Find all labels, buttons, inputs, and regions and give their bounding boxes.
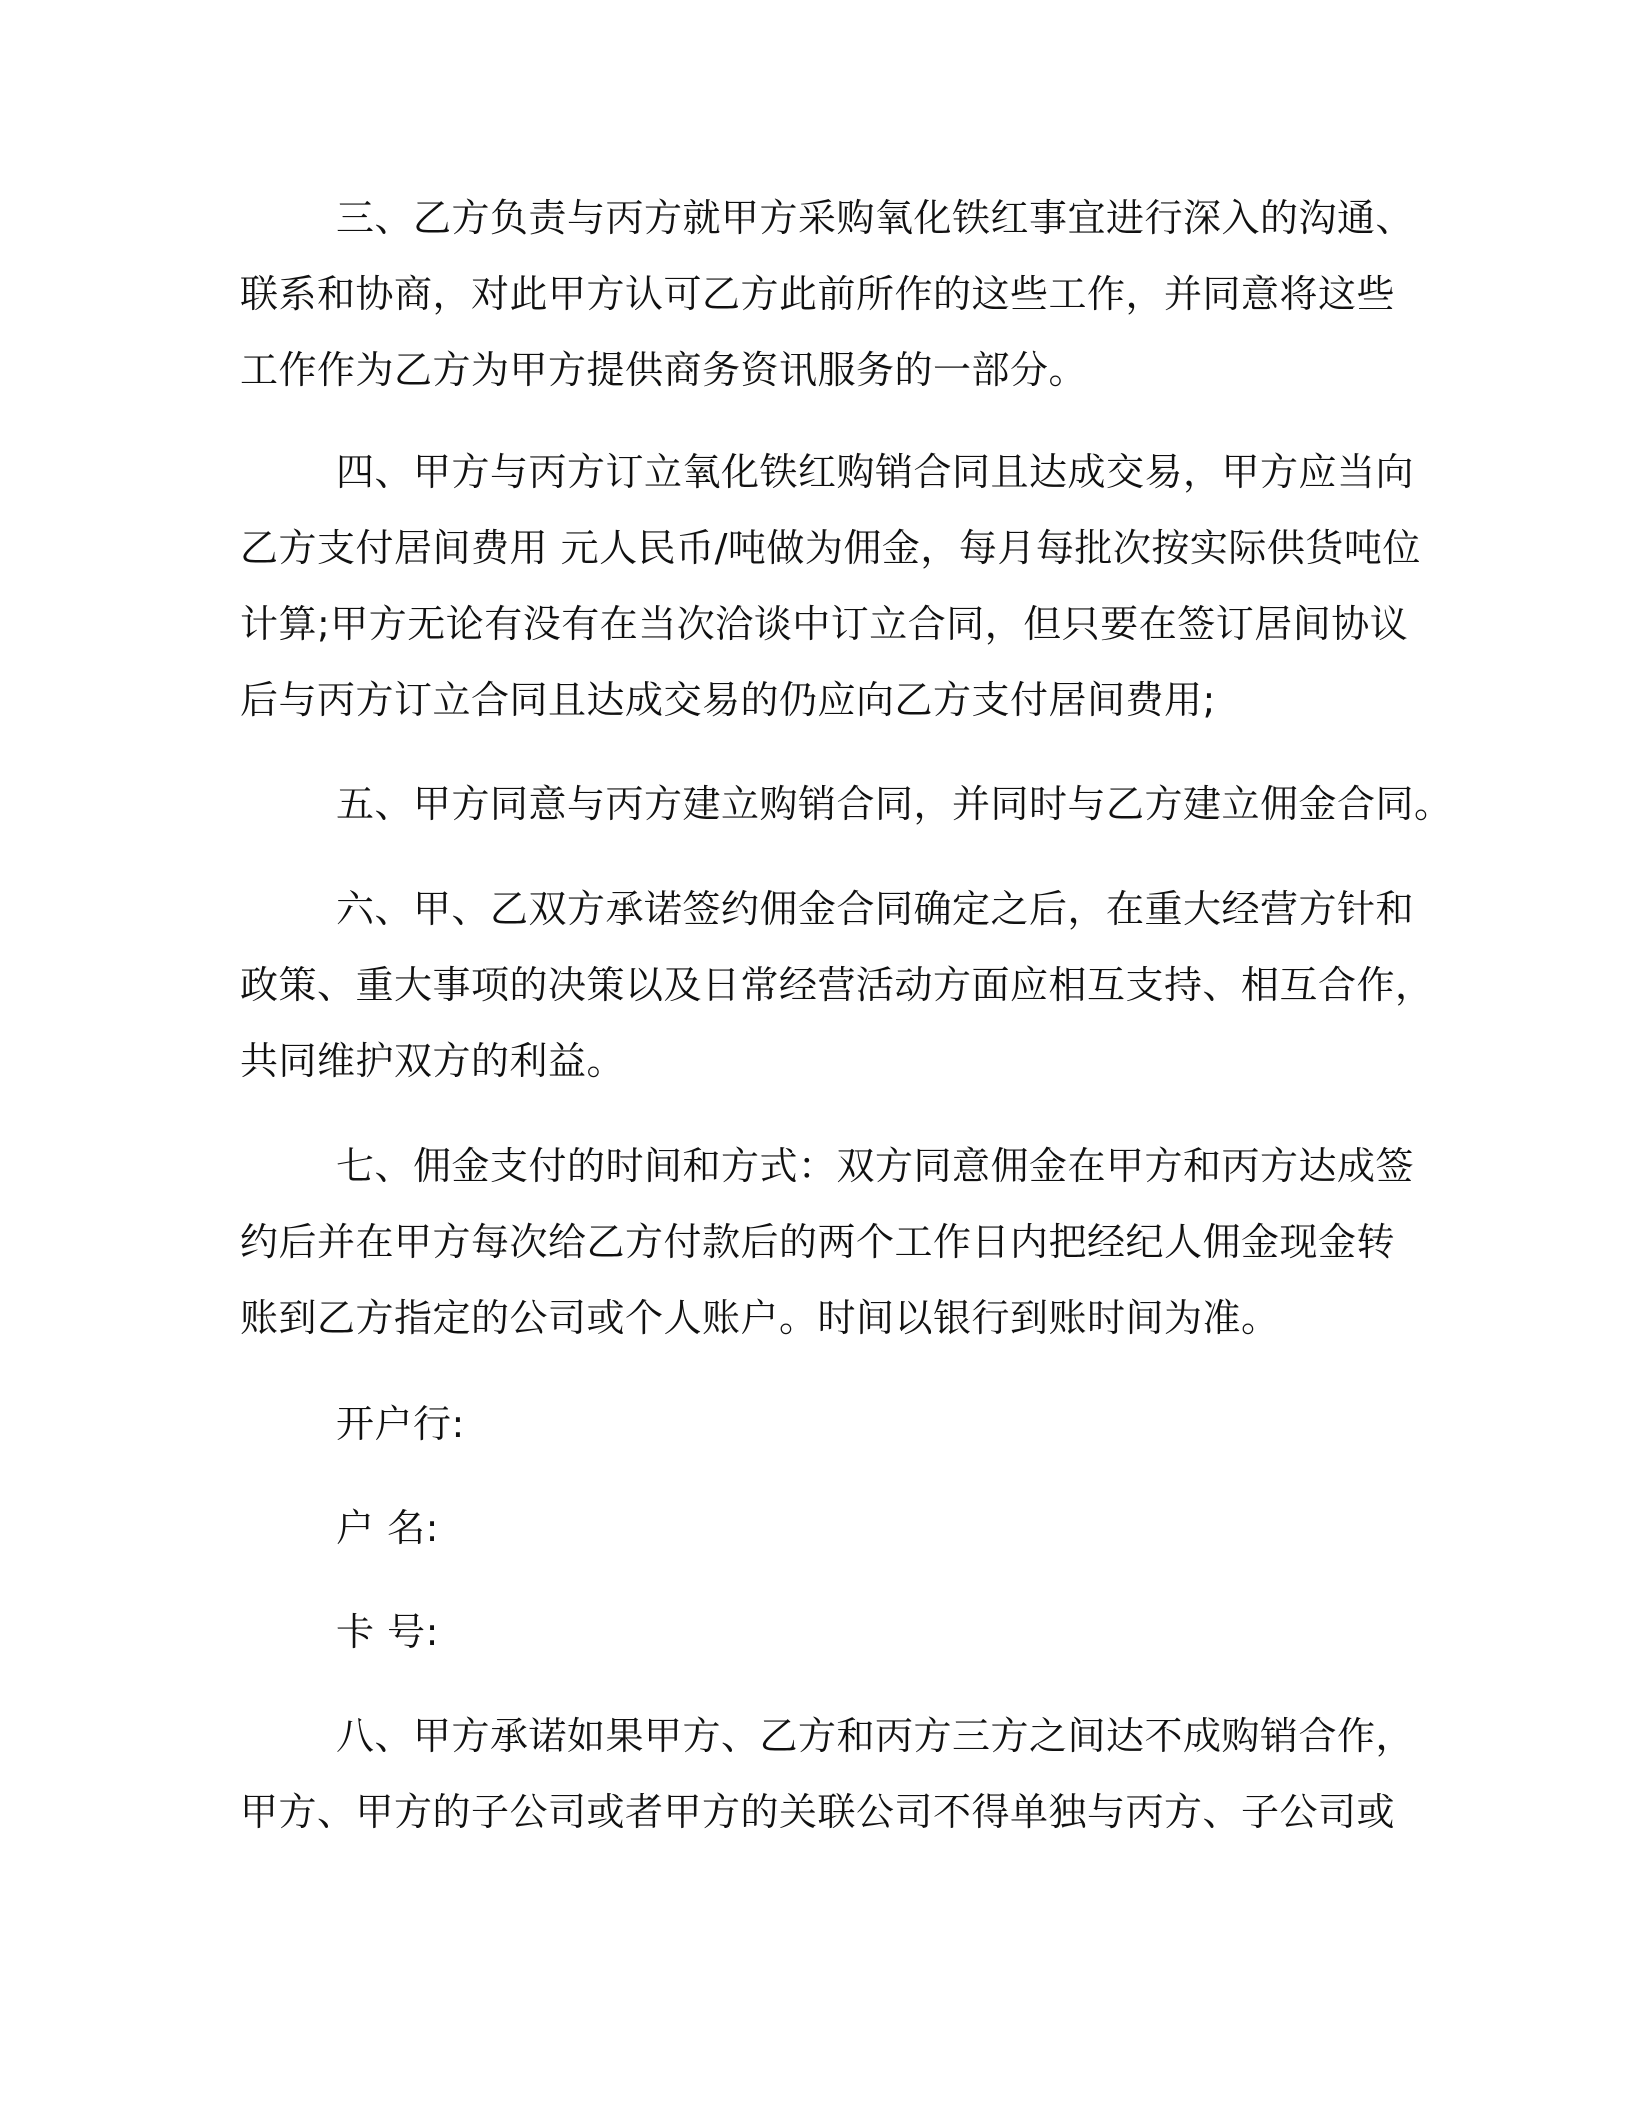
card-number-label: 卡 号: — [336, 1610, 439, 1654]
account-name-field — [240, 1490, 1420, 1566]
text-line: 共同维护双方的利益。 — [240, 1039, 626, 1083]
text-line: 四、甲方与丙方订立氧化铁红购销合同且达成交易，甲方应当向 — [336, 450, 1415, 494]
card-number-field — [240, 1594, 1420, 1670]
text-line: 后与丙方订立合同且达成交易的仍应向乙方支付居间费用; — [240, 678, 1216, 722]
text-line: 六、甲、乙双方承诺签约佣金合同确定之后，在重大经营方针和 — [336, 887, 1415, 931]
text-line: 计算;甲方无论有没有在当次洽谈中订立合同，但只要在签订居间协议 — [240, 602, 1409, 646]
account-name-label: 户 名: — [336, 1506, 439, 1550]
clause-7-paragraph — [240, 1128, 1420, 1356]
text-line: 政策、重大事项的决策以及日常经营活动方面应相互支持、相互合作， — [240, 963, 1434, 1007]
text-line: 联系和协商，对此甲方认可乙方此前所作的这些工作，并同意将这些 — [240, 272, 1396, 316]
text-line: 乙方支付居间费用 元人民币/吨做为佣金，每月每批次按实际供货吨位 — [240, 526, 1421, 570]
text-line: 七、佣金支付的时间和方式：双方同意佣金在甲方和丙方达成签 — [336, 1144, 1415, 1188]
bank-name-field — [240, 1386, 1420, 1462]
clause-6-paragraph — [240, 871, 1434, 1099]
clause-4-paragraph — [240, 434, 1420, 738]
text-line: 约后并在甲方每次给乙方付款后的两个工作日内把经纪人佣金现金转 — [240, 1220, 1396, 1264]
text-line: 八、甲方承诺如果甲方、乙方和丙方三方之间达不成购销合作， — [336, 1714, 1415, 1758]
text-line: 五、甲方同意与丙方建立购销合同，并同时与乙方建立佣金合同。 — [336, 782, 1453, 826]
text-line: 工作作为乙方为甲方提供商务资讯服务的一部分。 — [240, 348, 1088, 392]
clause-3-paragraph — [240, 180, 1420, 408]
text-line: 甲方、甲方的子公司或者甲方的关联公司不得单独与丙方、子公司或 — [240, 1790, 1396, 1834]
text-line: 三、乙方负责与丙方就甲方采购氧化铁红事宜进行深入的沟通、 — [336, 196, 1415, 240]
clause-5-paragraph — [240, 766, 1453, 842]
text-line: 账到乙方指定的公司或个人账户。时间以银行到账时间为准。 — [240, 1296, 1280, 1340]
clause-8-paragraph — [240, 1698, 1420, 1850]
bank-name-label: 开户行: — [336, 1402, 465, 1446]
